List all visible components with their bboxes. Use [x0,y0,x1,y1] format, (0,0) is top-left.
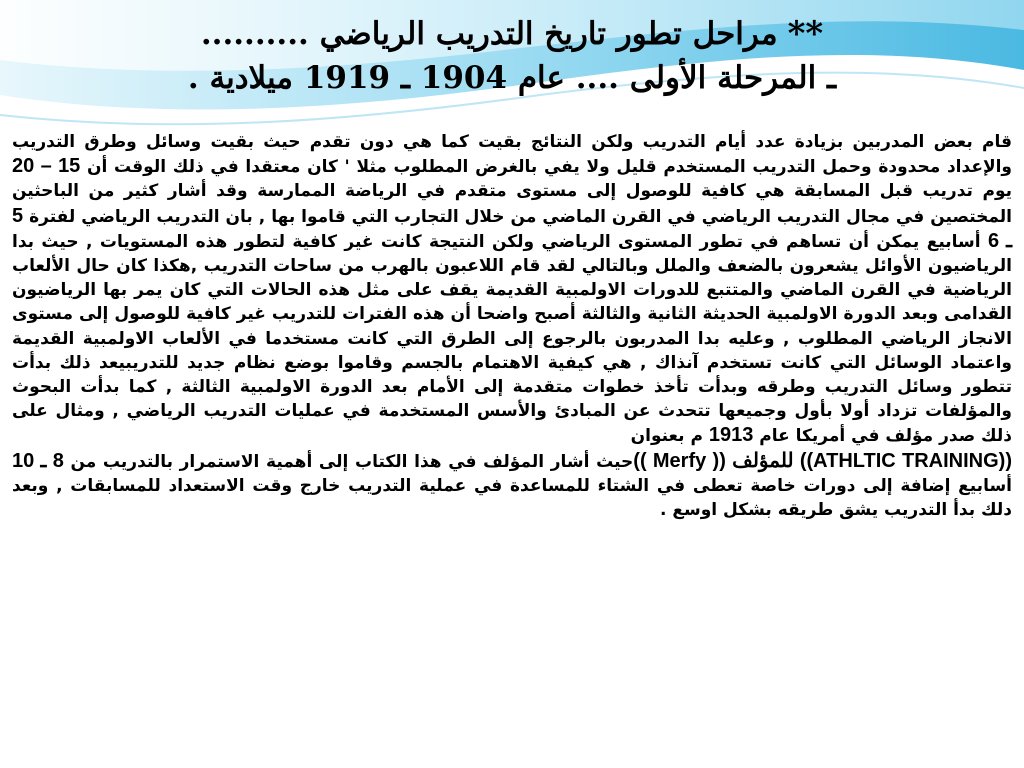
book-reference: ((ATHLTIC TRAINING)) للمؤلف (( Merfy )) [633,449,1012,472]
title-line-1 [60,14,964,54]
year-number: 1913 [708,424,754,447]
paragraph [12,130,1012,522]
title-stars: ** [787,14,824,54]
number-range: 5 ـ 6 [12,204,1013,252]
title-line-2: ـ المرحلة الأولى .... عام 1904 ـ 1919 ميلادية . [187,60,837,96]
text-segment: أسابيع يمكن أن تساهم في تطور المستوى الرياضي ولكن النتيجة كانت غير كافية لتطور هذه المستويات , حيث بدا الرياضيون الأوائل يشعرون بالضعف والملل وبالتالي لقد قام اللاعبون بالهرب من ساحات التدريب ,هكذا كان حال الألعاب الرياضية في القرن الماضي والمتتبع للدورات الاولمبية القديمة يقف على مثل هذه الحالات التي كان يمر بها الرياضيون القدامى وبعد الدورة الاولمبية الحديثة الثانية والثالثة أصبح واضحا أن هذه الفترات للتدريب غير كافية للوصول إلى مستوى الانجاز الرياضي المطلوب , وعليه بدا المدربون بالرجوع إلى الطرق التي كانت مستخدما في الألعاب الاولمبية القديمة واعتماد الوسائل التي كانت تستخدم آنذاك , هي كيفية الاهتمام بالجسم وقاموا بوضع نظام جديد للتدريبيعد ذلك بدأت تتطور وسائل التدريب وطرقه وبدأت تأخذ خطوات متقدمة إلى الأمام بعد الدورة الاولمبية الثالثة , كما بدأت البحوث والمؤلفات تزداد أولا بأول وجميعها تتحدث عن المبادئ والأسس المستخدمة في عمليات التدريب الرياضي , ومثال على ذلك صدر مؤلف في أمريكا عام [12,231,1012,447]
body-paragraph [12,130,1012,522]
text-segment: يوم تدريب قبل المسابقة هي كافية للوصول إلى مستوى متقدم في الرياضة الممارسة وقد أشار كثير من الباحثين المختصين في مجال التدريب الرياضي في القرن الماضي من خلال التجارب التي قاموا بها , بان التدريب الرياضي لفترة [12,181,1012,227]
title-line-1-text: مراحل تطور تاريخ التدريب الرياضي .......... [200,16,778,52]
text-segment: م بعنوان [630,426,709,447]
text-segment: أسابيع إضافة إلى دورات خاصة تعطى في الشتاء للمساعدة في عملية التدريب خارج وقت الاستعداد للمسابقات , وبعد دلك بدأ التدريب يشق طريقه بشكل اوسع . [12,475,1012,521]
text-segment: حيث أشار المؤلف في هذا الكتاب إلى أهمية الاستمرار بالتدريب من [63,451,634,472]
slide-title [60,14,964,100]
number-range: 15 – 20 [12,155,81,178]
text-segment: قام بعض المدربين بزيادة عدد أيام التدريب ولكن النتائج بقيت كما هي دون تقدم حيث بقيت وسائل وطرق التدريب والإعداد محدودة وحمل التدريب المستخدم قليل ولا يفي بالغرض المطلوب مثلا ' كان معتقدا في ذلك الوقت أن [12,132,1012,178]
number-range: 8 ـ 10 [12,449,64,472]
